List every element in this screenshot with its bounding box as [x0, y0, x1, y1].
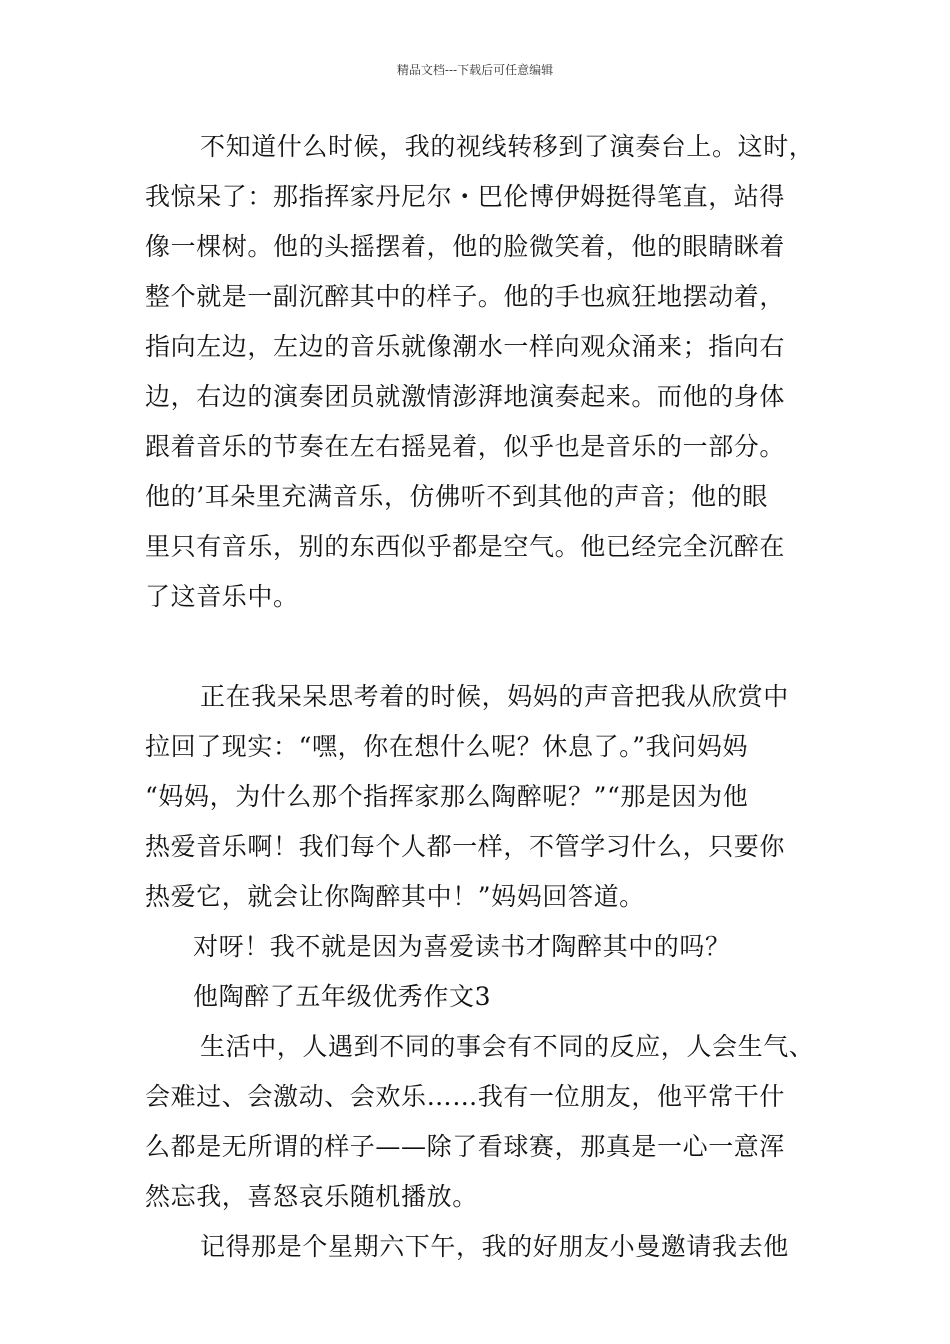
text-line: 拉回了现实：“嘿，你在想什么呢？休息了。”我问妈妈 [145, 732, 749, 761]
text-line: 不知道什么时候，我的视线转移到了演奏台上。这时， [200, 132, 815, 161]
text-line: 正在我呆呆思考着的时候，妈妈的声音把我从欣赏中 [200, 682, 789, 711]
text-line: 热爱它，就会让你陶醉其中！”妈妈回答道。 [145, 882, 645, 911]
text-line: 生活中，人遇到不同的事会有不同的反应，人会生气、 [200, 1032, 815, 1061]
text-line: 会难过、会激动、会欢乐……我有一位朋友，他平常干什 [145, 1082, 786, 1111]
text-line: 里只有音乐，别的东西似乎都是空气。他已经完全沉醉在 [145, 532, 786, 561]
text-line: “妈妈，为什么那个指挥家那么陶醉呢？”“那是因为他 [145, 782, 749, 811]
text-line: 像一棵树。他的头摇摆着，他的脸微笑着，他的眼睛眯着 [145, 232, 786, 261]
section-title: 他陶醉了五年级优秀作文3 [193, 982, 492, 1011]
text-line: 跟着音乐的节奏在左右摇晃着，似乎也是音乐的一部分。 [145, 432, 786, 461]
text-line: 然忘我，喜怒哀乐随机播放。 [145, 1182, 478, 1211]
text-line: 记得那是个星期六下午，我的好朋友小曼邀请我去他 [200, 1232, 789, 1261]
text-line: 我惊呆了：那指挥家丹尼尔・巴伦博伊姆挺得笔直，站得 [145, 182, 786, 211]
text-line: 他的’耳朵里充满音乐，仿佛听不到其他的声音；他的眼 [145, 482, 768, 511]
text-line: 热爱音乐啊！我们每个人都一样，不管学习什么，只要你 [145, 832, 786, 861]
text-line: 对呀！我不就是因为喜爱读书才陶醉其中的吗？ [193, 932, 731, 961]
text-line: 指向左边，左边的音乐就像潮水一样向观众涌来；指向右 [145, 332, 786, 361]
text-line: 整个就是一副沉醉其中的样子。他的手也疯狂地摆动着， [145, 282, 786, 311]
page-header: 精品文档---下载后可任意编辑 [396, 63, 554, 77]
text-line: 了这音乐中。 [145, 582, 299, 611]
text-line: 边，右边的演奏团员就激情澎湃地演奏起来。而他的身体 [145, 382, 786, 411]
text-line: 么都是无所谓的样子——除了看球赛，那真是一心一意浑 [145, 1132, 786, 1161]
